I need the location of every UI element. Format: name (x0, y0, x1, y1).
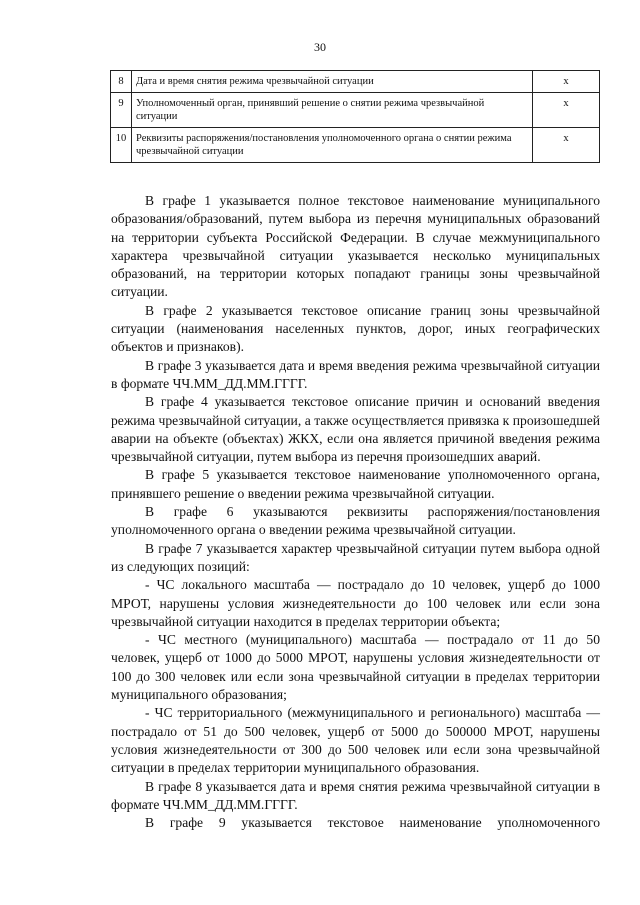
list-item-local: - ЧС локального масштаба — пострадало до 10 человек, ущерб до 1000 МРОТ, нарушены условия жизнедеятельности до 100 человек или если зона чрезвычайной ситуации находится в пределах территории объекта; (111, 577, 600, 629)
document-body (111, 192, 600, 832)
row-number: 8 (111, 71, 132, 93)
paragraph-column-7: В графе 7 указывается характер чрезвычайной ситуации путем выбора одной из следующих позиций: (111, 540, 600, 574)
table-row (111, 93, 600, 128)
paragraph-column-6: В графе 6 указываются реквизиты распоряжения/постановления уполномоченного органа о введении режима чрезвычайной ситуации. (111, 504, 600, 538)
row-description: Реквизиты распоряжения/постановления уполномоченного органа о снятии режима чрезвычайной ситуации (132, 128, 533, 163)
table-row (111, 71, 600, 93)
continuation-table (110, 70, 600, 163)
list-item-territorial: - ЧС территориального (межмуниципального и регионального) масштаба — пострадало от 51 до 500 человек, ущерб от 5000 до 500000 МРОТ, нарушены условия жизнедеятельности от 300 до 500 человек или если зона чрезвычайной ситуации в пределах территории муниципального образования. (111, 705, 600, 776)
row-number: 9 (111, 93, 132, 128)
row-description: Дата и время снятия режима чрезвычайной ситуации (132, 71, 533, 93)
paragraph-column-2: В графе 2 указывается текстовое описание границ зоны чрезвычайной ситуации (наименования населенных пунктов, дорог, иных географических объектов и признаков). (111, 302, 600, 355)
paragraph-column-1: В графе 1 указывается полное текстовое наименование муниципального образования/образований, путем выбора из перечня муниципальных образований на территории субъекта Российской Федерации. В случае межмуниципального характера чрезвычайной ситуации указывается несколько муниципальных образований, на территории которых попадают границы зоны чрезвычайной ситуации. (111, 193, 600, 300)
row-mark: x (533, 93, 600, 128)
paragraph-column-4: В графе 4 указывается текстовое описание причин и оснований введения режима чрезвычайной ситуации, а также осуществляется привязка к произошедшей аварии на объекте (объектах) ЖКХ, если она является причиной введения режима чрезвычайной ситуации, путем выбора из перечня произошедших аварий. (111, 394, 600, 465)
paragraph-column-5: В графе 5 указывается текстовое наименование уполномоченного органа, принявшего решение о введении режима чрезвычайной ситуации. (111, 467, 600, 501)
paragraph-column-8: В графе 8 указывается дата и время снятия режима чрезвычайной ситуации в формате ЧЧ.ММ_ДД.ММ.ГГГГ. (111, 778, 600, 812)
row-number: 10 (111, 128, 132, 163)
table-row (111, 128, 600, 163)
list-item-municipal: - ЧС местного (муниципального) масштаба — пострадало от 11 до 50 человек, ущерб от 1000 до 5000 МРОТ, нарушены условия жизнедеятельности от 100 до 300 человек или если зона чрезвычайной ситуации в пределах территории муниципального образования; (111, 632, 600, 703)
row-mark: x (533, 71, 600, 93)
page-number: 30 (314, 40, 326, 54)
paragraph-column-3: В графе 3 указывается дата и время введения режима чрезвычайной ситуации в формате ЧЧ.ММ_ДД.ММ.ГГГГ. (111, 357, 600, 391)
row-mark: x (533, 128, 600, 163)
row-description: Уполномоченный орган, принявший решение о снятии режима чрезвычайной ситуации (132, 93, 533, 128)
paragraph-column-9: В графе 9 указывается текстовое наименование уполномоченного (145, 815, 600, 831)
